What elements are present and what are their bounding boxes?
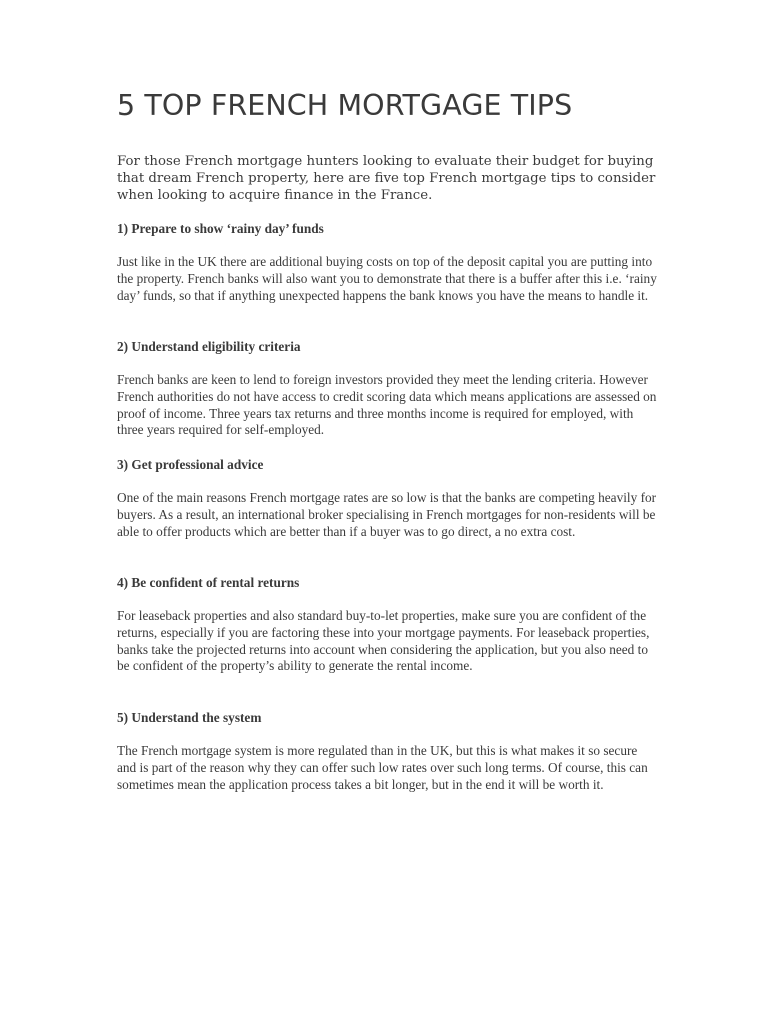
document-title: 5 TOP FRENCH MORTGAGE TIPS bbox=[117, 89, 573, 122]
section-body: Just like in the UK there are additional buying costs on top of the deposit capital you are putting into the property. French banks will also want you to demonstrate that there is a buffer after this i.e. ‘rainy day’ funds, so that if anything unexpected happens the bank knows you have the means to handle it. bbox=[117, 254, 657, 303]
section-heading: 5) Understand the system bbox=[117, 710, 262, 725]
section-heading: 1) Prepare to show ‘rainy day’ funds bbox=[117, 221, 324, 236]
section-4 bbox=[117, 574, 657, 675]
section-3 bbox=[117, 456, 657, 540]
section-heading: 4) Be confident of rental returns bbox=[117, 575, 300, 590]
section-body: French banks are keen to lend to foreign investors provided they meet the lending criteria. However French authorities do not have access to credit scoring data which means applications are assessed on proof of income. Three years tax returns and three months income is required for employed, with three years required for self-employed. bbox=[117, 372, 657, 438]
section-body: For leaseback properties and also standard buy-to-let properties, make sure you are confident of the returns, especially if you are factoring these into your mortgage payments. For leaseback properties, banks take the projected returns into account when considering the application, but you also need to be confident of the property’s ability to generate the rental income. bbox=[117, 608, 650, 674]
section-1 bbox=[117, 220, 657, 304]
section-2 bbox=[117, 338, 657, 439]
section-heading: 3) Get professional advice bbox=[117, 457, 264, 472]
intro-paragraph: For those French mortgage hunters looking to evaluate their budget for buying that dream French property, here are five top French mortgage tips to consider when looking to acquire finance in the France. bbox=[117, 154, 656, 203]
section-5 bbox=[117, 709, 657, 793]
section-body: One of the main reasons French mortgage rates are so low is that the banks are competing heavily for buyers. As a result, an international broker specialising in French mortgages for non-residents will be able to offer products which are better than if a buyer was to go direct, a no extra cost. bbox=[117, 490, 657, 539]
section-heading: 2) Understand eligibility criteria bbox=[117, 339, 301, 354]
section-body: The French mortgage system is more regulated than in the UK, but this is what makes it so secure and is part of the reason why they can offer such low rates over such long terms. Of course, this can sometimes mean the application process takes a bit longer, but in the end it will be worth it. bbox=[117, 743, 648, 792]
